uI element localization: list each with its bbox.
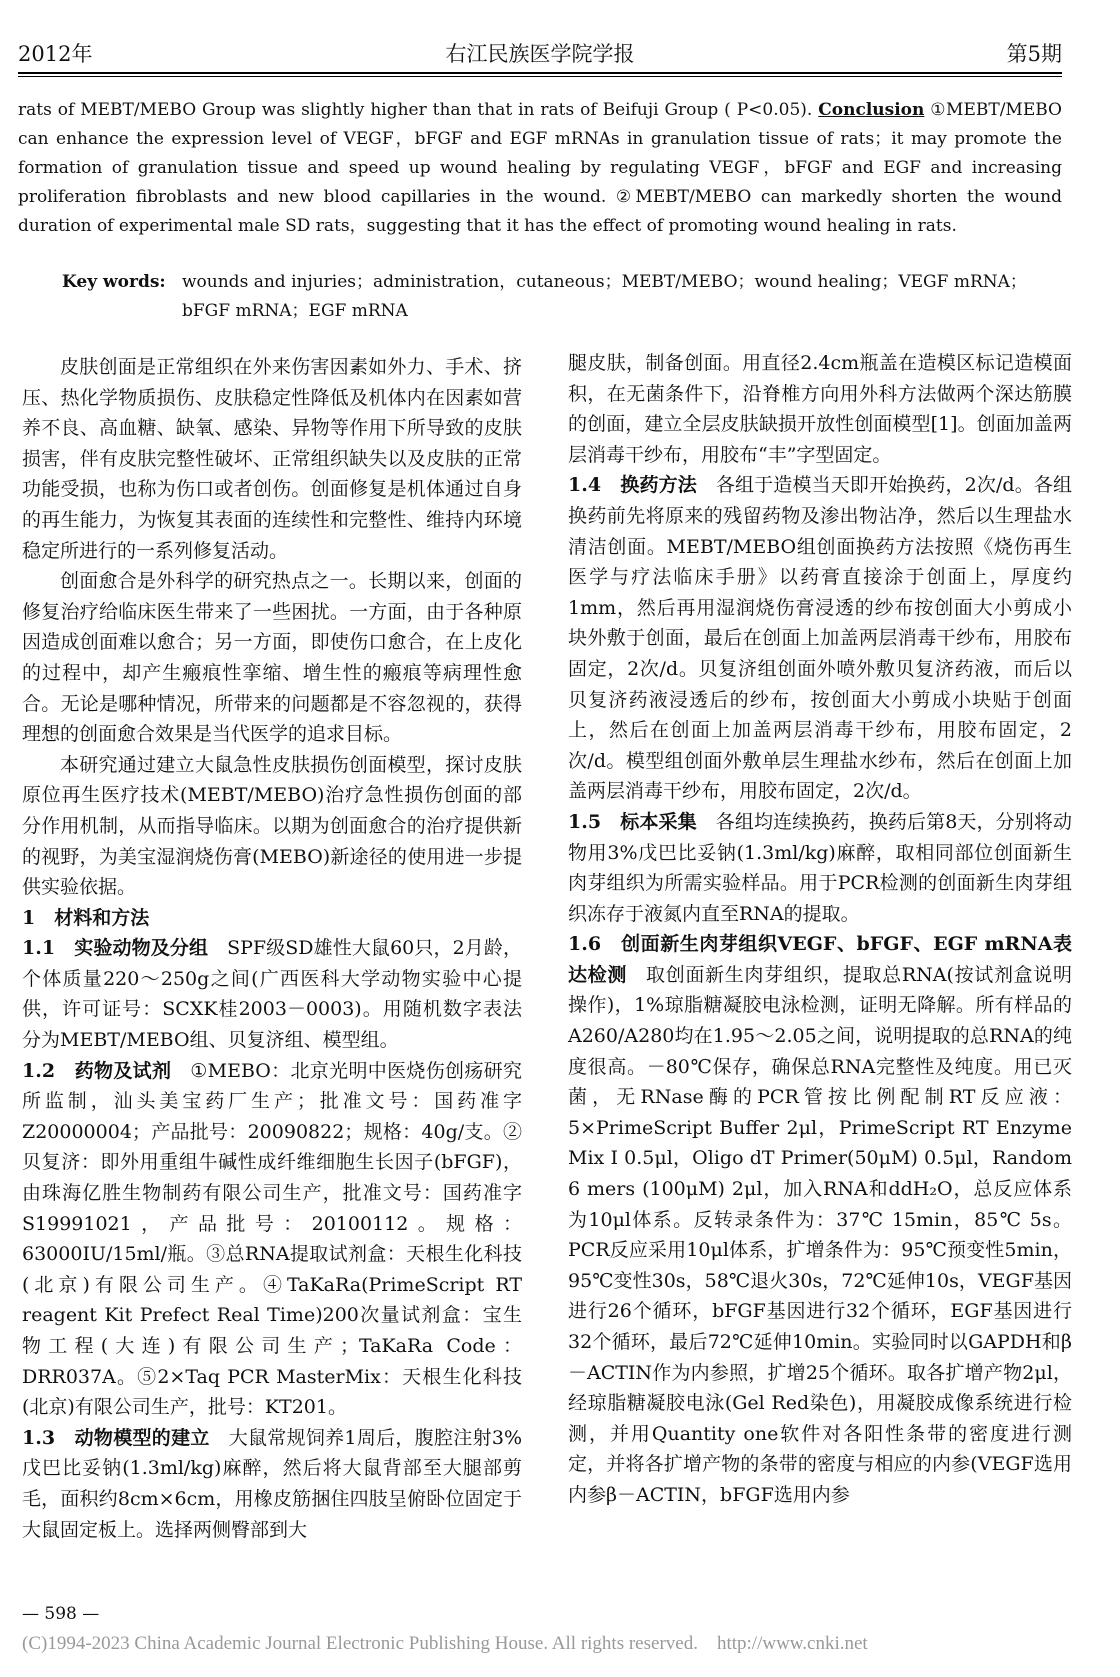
intro-paragraph-3: 本研究通过建立大鼠急性皮肤损伤创面模型，探讨皮肤原位再生医疗技术(MEBT/MEBO)治疗急性损伤创面的部分作用机制，从而指导临床。以期为创面愈合的治疗提供新的视野，为美宝湿润烧伤膏(MEBO)新途径的使用进一步提供实验依据。 (22, 753, 522, 899)
subsection-1-5-title: 1.5 标本采集 (568, 810, 697, 833)
header-journal-title: 右江民族医学院学报 (445, 42, 635, 66)
right-column (568, 348, 1072, 1511)
subsection-1-2-text: ①MEBO：北京光明中医烧伤创疡研究所监制，汕头美宝药厂生产；批准文号：国药准字Z20000004；产品批号：20090822；规格：40g/支。②贝复济：即外用重组牛碱性成纤维细胞生长因子(bFGF)，由珠海亿胜生物制药有限公司生产，批准文号：国药准字S19991021，产品批号：20100112。规格：63000IU/15ml/瓶。③总RNA提取试剂盒：天根生化科技(北京)有限公司生产。④TaKaRa(PrimeScript RT reagent Kit Prefect Real Time)200次量试剂盒：宝生物工程(大连)有限公司生产；TaKaRa Code：DRR037A。⑤2×Taq PCR MasterMix：天根生化科技(北京)有限公司生产，批号：KT201。 (22, 1059, 523, 1419)
subsection-1-6-title: 1.6 创面新生肉芽组织VEGF、bFGF、EGF mRNA表达检测 (568, 933, 1072, 986)
subsection-1-4 (568, 470, 1072, 807)
subsection-1-4-text: 各组于造模当天即开始换药，2次/d。各组换药前先将原来的残留药物及渗出物沾净，然后以生理盐水清洁创面。MEBT/MEBO组创面换药方法按照《烧伤再生医学与疗法临床手册》以药膏直接涂于创面上，厚度约1mm，然后再用湿润烧伤膏浸透的纱布按创面大小剪成小块外敷于创面，最后在创面上加盖两层消毒干纱布，用胶布固定，2次/d。贝复济组创面外喷外敷贝复济药液，而后以贝复济药液浸透后的纱布，按创面大小剪成小块贴于创面上，然后在创面上加盖两层消毒干纱布，用胶布固定，2次/d。模型组创面外敷单层生理盐水纱布，然后在创面上加盖两层消毒干纱布，用胶布固定，2次/d。 (568, 474, 1073, 803)
subsection-1-4-title: 1.4 换药方法 (568, 474, 697, 497)
subsection-1-2 (22, 1056, 522, 1423)
header-rule-thin (18, 76, 1062, 77)
running-header (18, 38, 1062, 70)
header-year: 2012年 (18, 42, 93, 66)
subsection-1-2-title: 1.2 药物及试剂 (22, 1059, 172, 1082)
copyright-footer: (C)1994-2023 China Academic Journal Electronic Publishing House. All rights reserved. http://www.cnki.net (22, 1633, 868, 1654)
header-issue: 第5期 (1006, 42, 1062, 66)
subsection-1-5 (568, 807, 1072, 929)
abstract-continuation (18, 96, 1062, 241)
subsection-1-1-title: 1.1 实验动物及分组 (22, 937, 209, 960)
keywords-text: wounds and injuries；administration，cutaneous；MEBT/MEBO；wound healing；VEGF mRNA；bFGF mRNA；EGF mRNA (182, 272, 1027, 321)
subsection-1-1 (22, 933, 522, 1055)
subsection-1-5-text: 各组均连续换药，换药后第8天，分别将动物用3%戊巴比妥钠(1.3ml/kg)麻醉，取相同部位创面新生肉芽组织为所需实验样品。用于PCR检测的创面新生肉芽组织冻存于液氮内直至RNA的提取。 (568, 810, 1073, 925)
header-rule (18, 72, 1062, 74)
page-number: — 598 — (22, 1604, 100, 1624)
conclusion-label: Conclusion (818, 100, 925, 120)
abstract-conclusion-text: ①MEBT/MEBO can enhance the expression level of VEGF，bFGF and EGF mRNAs in granulation tissue of rats；it may promote the formation of granulation tissue and speed up wound healing by regulating VEGF，bFGF and EGF and increasing proliferation fibroblasts and new blood capillaries in the wound. ②MEBT/MEBO can markedly shorten the wound duration of experimental male SD rats，suggesting that it has the effect of promoting wound healing in rats. (18, 100, 1062, 236)
subsection-1-3 (22, 1423, 522, 1545)
intro-paragraph-2: 创面愈合是外科学的研究热点之一。长期以来，创面的修复治疗给临床医生带来了一些困扰。一方面，由于各种原因造成创面难以愈合；另一方面，即使伤口愈合，在上皮化的过程中，却产生瘢痕性挛缩、增生性的瘢痕等病理性愈合。无论是哪种情况，所带来的问题都是不容忽视的，获得理想的创面愈合效果是当代医学的追求目标。 (22, 570, 522, 746)
section-heading-methods: 1 材料和方法 (22, 906, 150, 929)
subsection-1-3-title: 1.3 动物模型的建立 (22, 1426, 210, 1449)
subsection-1-6-text: 取创面新生肉芽组织，提取总RNA(按试剂盒说明操作)，1%琼脂糖凝胶电泳检测，证明无降解。所有样品的A260/A280均在1.95～2.05之间，说明提取的总RNA的纯度很高。－80℃保存，确保总RNA完整性及纯度。用已灭菌，无RNase酶的PCR管按比例配制RT反应液：5×PrimeScript Buffer 2μl，PrimeScript RT Enzyme Mix I 0.5μl，Oligo dT Primer(50μM) 0.5μl，Random 6 mers (100μM) 2μl，加入RNA和ddH₂O，总反应体系为10μl体系。反转录条件为：37℃ 15min，85℃ 5s。PCR反应采用10μl体系，扩增条件为：95℃预变性5min，95℃变性30s，58℃退火30s，72℃延伸10s，VEGF基因进行26个循环，bFGF基因进行32个循环，EGF基因进行32个循环，最后72℃延伸10min。实验同时以GAPDH和β－ACTIN作为内参照，扩增25个循环。取各扩增产物2μl，经琼脂糖凝胶电泳(Gel Red染色)，用凝胶成像系统进行检测，并用Quantity one软件对各阳性条带的密度进行测定，并将各扩增产物的条带的密度与相应的内参(VEGF选用内参β－ACTIN，bFGF选用内参 (568, 963, 1072, 1506)
subsection-1-1-text: SPF级SD雄性大鼠60只，2月龄，个体质量220～250g之间(广西医科大学动物实验中心提供，许可证号：SCXK桂2003－0003)。用随机数字表法分为MEBT/MEBO组、贝复济组、模型组。 (22, 937, 523, 1052)
intro-paragraph-1: 皮肤创面是正常组织在外来伤害因素如外力、手术、挤压、热化学物质损伤、皮肤稳定性降低及机体内在因素如营养不良、高血糖、缺氧、感染、异物等作用下所导致的皮肤损害，伴有皮肤完整性破坏、正常组织缺失以及皮肤的正常功能受损，也称为伤口或者创伤。创面修复是机体通过自身的再生能力，为恢复其表面的连续性和完整性、维持内环境稳定所进行的一系列修复活动。 (22, 356, 522, 562)
keywords-label: Key words: (62, 272, 166, 292)
left-column (22, 352, 522, 1545)
subsection-1-3-continuation: 腿皮肤，制备创面。用直径2.4cm瓶盖在造模区标记造模面积，在无菌条件下，沿脊椎方向用外科方法做两个深达筋膜的创面，建立全层皮肤缺损开放性创面模型[1]。创面加盖两层消毒干纱布，用胶布“丰”字型固定。 (568, 352, 1072, 466)
subsection-1-3-text: 大鼠常规饲养1周后，腹腔注射3%戊巴比妥钠(1.3ml/kg)麻醉，然后将大鼠背部至大腿部剪毛，面积约8cm×6cm，用橡皮筋捆住四肢呈俯卧位固定于大鼠固定板上。选择两侧臀部到大 (22, 1426, 522, 1541)
keywords (62, 268, 1062, 326)
subsection-1-6 (568, 929, 1072, 1510)
abstract-results-text: rats of MEBT/MEBO Group was slightly higher than that in rats of Beifuji Group ( P<0.05). (18, 100, 819, 120)
